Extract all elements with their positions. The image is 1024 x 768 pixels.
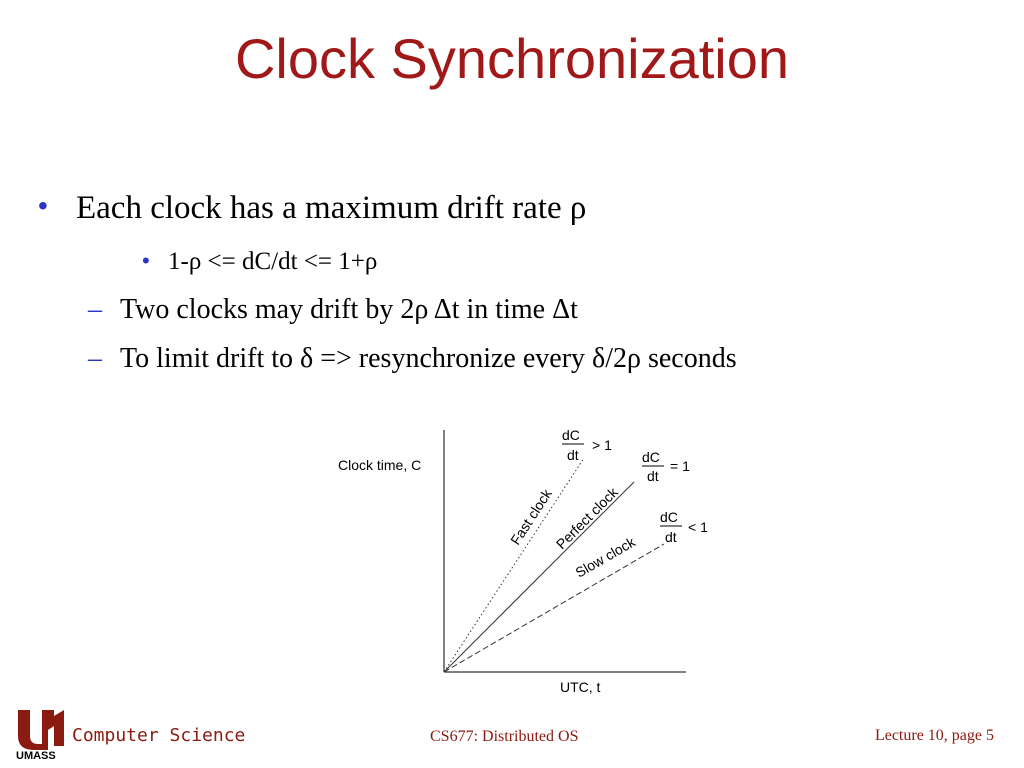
dash-marker: –: [88, 294, 102, 325]
bullet-marker: •: [38, 190, 48, 221]
bullet-marker: •: [142, 248, 150, 273]
slow-clock-line: [444, 544, 664, 672]
footer-page-number: Lecture 10, page 5: [874, 727, 994, 744]
fraction-denominator: dt: [567, 447, 579, 463]
rate-relation: = 1: [670, 458, 690, 474]
bullet-text: Two clocks may drift by 2ρ Δt in time Δt: [120, 294, 578, 325]
umass-logo-mark: [14, 706, 68, 760]
y-axis-label: Clock time, C: [338, 457, 422, 473]
rate-relation: > 1: [592, 437, 612, 453]
logo-wordmark: UMASS: [16, 750, 56, 760]
fast-clock-line: [444, 458, 584, 672]
dash-marker: –: [88, 343, 102, 374]
bullet-text: 1-ρ <= dC/dt <= 1+ρ: [168, 248, 378, 275]
diagram-canvas: [330, 420, 730, 700]
umass-logo: [14, 706, 68, 760]
footer-course: CS677: Distributed OS: [430, 728, 579, 745]
logo-shape: [18, 710, 64, 750]
perfect-clock-label: Perfect clock: [552, 484, 621, 553]
fast-clock-rate: [562, 427, 612, 463]
slow-clock-rate: [660, 509, 708, 545]
clock-drift-diagram: [330, 420, 730, 700]
fraction-numerator: dC: [562, 427, 580, 443]
rate-relation: < 1: [688, 519, 708, 535]
footer-department: Computer Science: [72, 725, 246, 746]
bullet-text: To limit drift to δ => resynchronize every δ/2ρ seconds: [120, 343, 737, 374]
slide-title: Clock Synchronization: [234, 27, 790, 90]
x-axis-label: UTC, t: [560, 679, 601, 695]
fraction-numerator: dC: [660, 509, 678, 525]
fraction-numerator: dC: [642, 449, 660, 465]
fast-clock-label: Fast clock: [507, 486, 555, 548]
bullet-text: Each clock has a maximum drift rate ρ: [76, 190, 587, 226]
fraction-denominator: dt: [665, 529, 677, 545]
fraction-denominator: dt: [647, 468, 659, 484]
slow-clock-label: Slow clock: [572, 533, 638, 581]
perfect-clock-rate: [642, 449, 690, 484]
